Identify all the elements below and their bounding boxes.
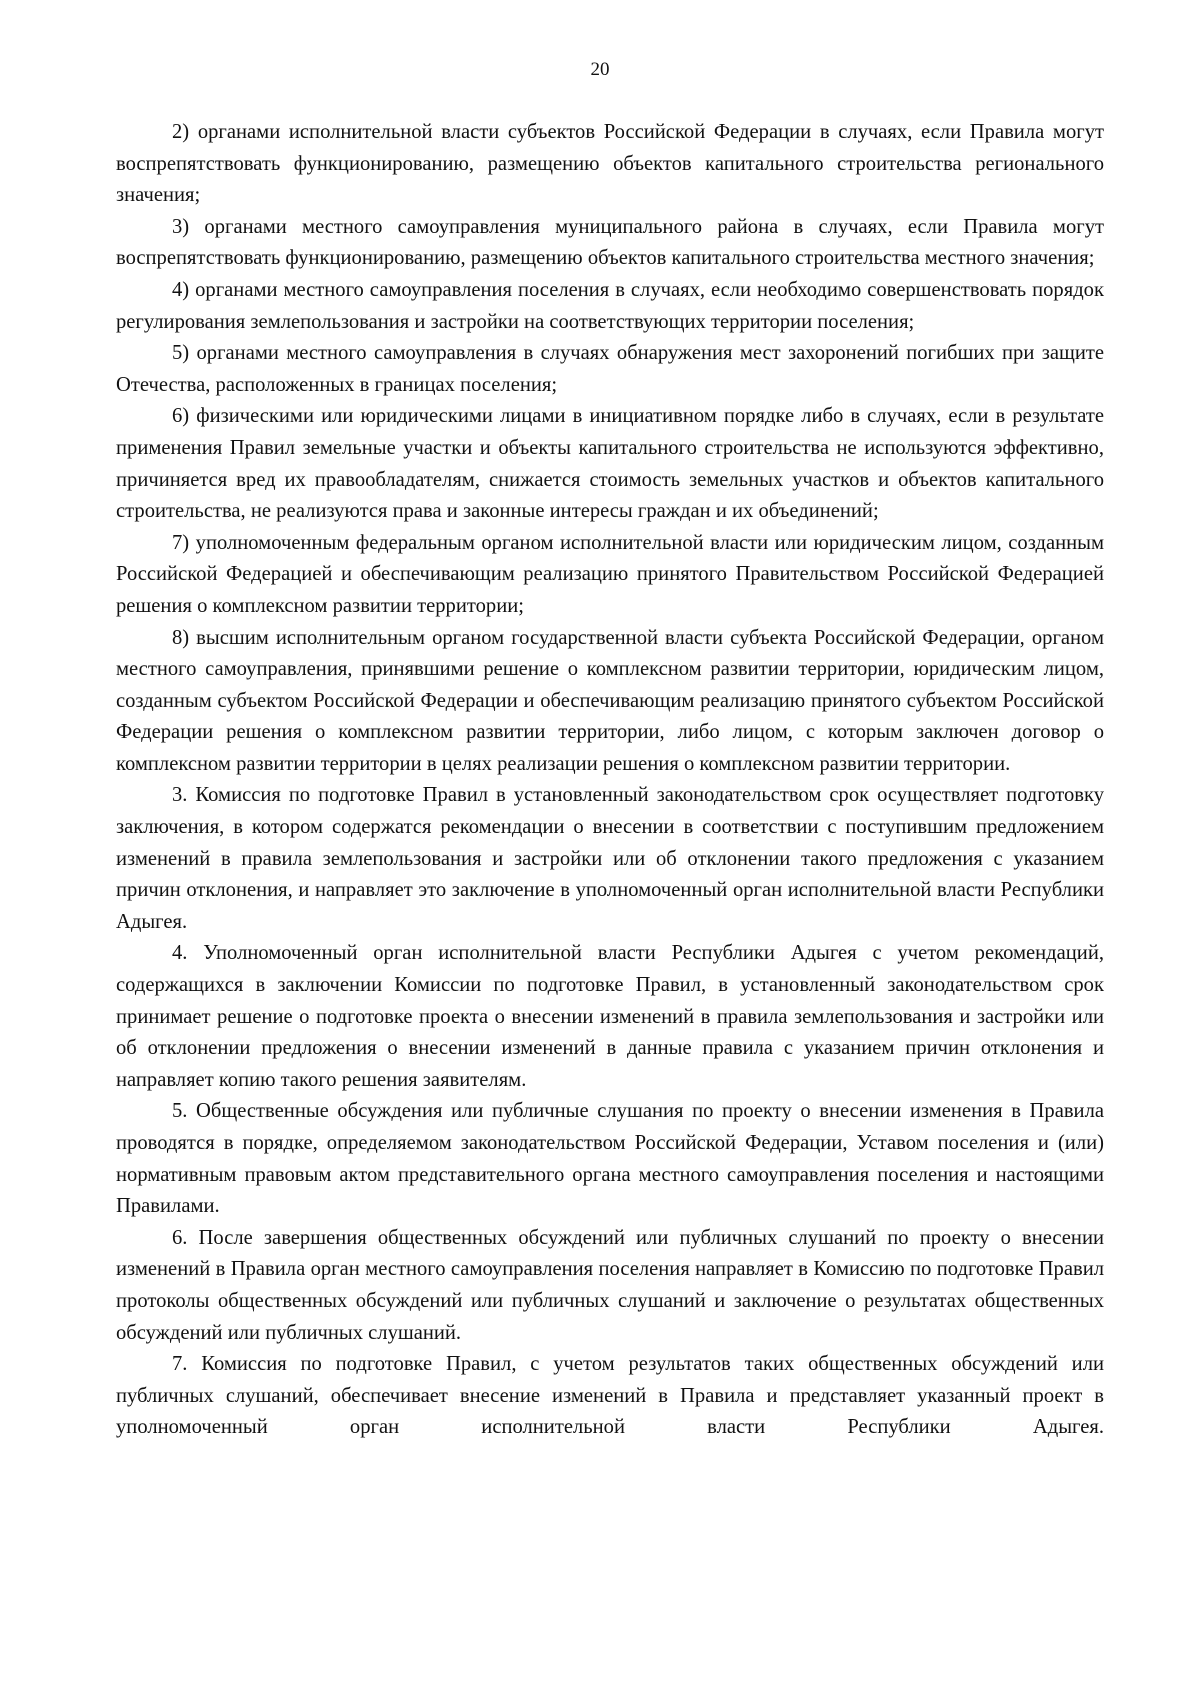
paragraph-item-5: 5) органами местного самоуправления в случаях обнаружения мест захоронений погибших при защите Отечества, расположенных в границах поселения; [116, 342, 1104, 396]
paragraph-point-3: 3. Комиссия по подготовке Правил в установленный законодательством срок осуществляет подготовку заключения, в котором содержатся рекомендации о внесении в соответствии с поступившим предложением изменений в правила землепользования и застройки или об отклонении такого предложения с указанием причин отклонения, и направляет это заключение в уполномоченный орган исполнительной власти Республики Адыгея. [116, 784, 1104, 933]
paragraph-item-3: 3) органами местного самоуправления муниципального района в случаях, если Правила могут воспрепятствовать функционированию, размещению объектов капитального строительства местного значения; [116, 215, 1104, 270]
paragraph-point-7: 7. Комиссия по подготовке Правил, с учетом результатов таких общественных обсуждений или публичных слушаний, обеспечивает внесение изменений в Правила и представляет указанный проект в уполномоченный орган исполнительной власти Республики Адыгея. [116, 1353, 1104, 1439]
document-body [116, 117, 1104, 1444]
paragraph-point-4: 4. Уполномоченный орган исполнительной власти Республики Адыгея с учетом рекомендаций, содержащихся в заключении Комиссии по подготовке Правил, в установленный законодательством срок принимает решение о подготовке проекта о внесении изменений в правила землепользования и застройки или об отклонении предложения о внесении изменений в данные правила с указанием причин отклонения и направляет копию такого решения заявителям. [116, 942, 1104, 1091]
paragraph-point-6: 6. После завершения общественных обсуждений или публичных слушаний по проекту о внесении изменений в Правила орган местного самоуправления поселения направляет в Комиссию по подготовке Правил протоколы общественных обсуждений или публичных слушаний и заключение о результатах общественных обсуждений или публичных слушаний. [116, 1226, 1104, 1344]
paragraph-item-8: 8) высшим исполнительным органом государственной власти субъекта Российской Федерации, органом местного самоуправления, принявшими решение о комплексном развитии территории, юридическим лицом, созданным субъектом Российской Федерации и обеспечивающим реализацию принятого субъектом Российской Федерации решения о комплексном развитии территории, либо лицом, с которым заключен договор о комплексном развитии территории в целях реализации решения о комплексном развитии территории. [116, 626, 1104, 775]
paragraph-point-5: 5. Общественные обсуждения или публичные слушания по проекту о внесении изменения в Правила проводятся в порядке, определяемом законодательством Российской Федерации, Уставом поселения и (или) нормативным правовым актом представительного органа местного самоуправления поселения и настоящими Правилами. [116, 1100, 1104, 1218]
paragraph-item-7: 7) уполномоченным федеральным органом исполнительной власти или юридическим лицом, созданным Российской Федерацией и обеспечивающим реализацию принятого Правительством Российской Федерацией решения о комплексном развитии территории; [116, 531, 1104, 617]
paragraph-item-2: 2) органами исполнительной власти субъектов Российской Федерации в случаях, если Правила могут воспрепятствовать функционированию, размещению объектов капитального строительства регионального значения; [116, 121, 1104, 207]
page-number: 20 [590, 59, 610, 80]
paragraph-item-4: 4) органами местного самоуправления поселения в случаях, если необходимо совершенствовать порядок регулирования землепользования и застройки на соответствующих территории поселения; [116, 278, 1104, 333]
paragraph-item-6: 6) физическими или юридическими лицами в инициативном порядке либо в случаях, если в результате применения Правил земельные участки и объекты капитального строительства не используются эффективно, причиняется вред их правообладателям, снижается стоимость земельных участков и объектов капитального строительства, не реализуются права и законные интересы граждан и их объединений; [116, 405, 1104, 523]
